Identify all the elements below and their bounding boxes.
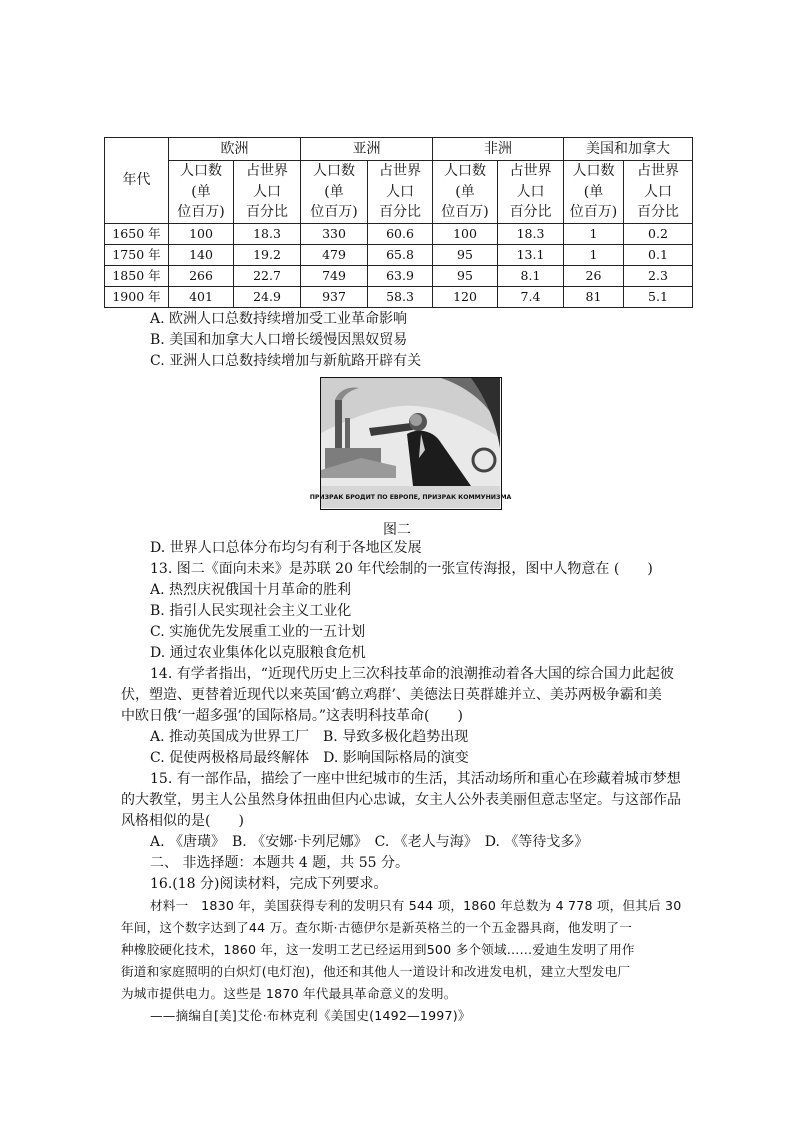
table-cell: 13.1: [498, 244, 564, 265]
sub-header-percent: 占世界 人口 百分比: [624, 161, 693, 224]
poster-slogan: ПРИЗРАК БРОДИТ ПО ЕВРОПЕ, ПРИЗРАК КОММУНИЗМА: [309, 494, 512, 501]
q15-line-1: 15. 有一部作品，描绘了一座中世纪城市的生活，其活动场所和重心在珍藏着城市梦想: [150, 771, 681, 787]
q13-stem: 13. 图二《面向未来》是苏联 20 年代绘制的一张宣传海报，图中人物意在 ( ): [150, 561, 653, 577]
q13-option-c: C. 实施优先发展重工业的一五计划: [150, 624, 366, 640]
propaganda-poster-image: [309, 377, 512, 510]
sub-header-population: 人口数 (单 位百万): [433, 161, 498, 224]
q16-material-line-3: 种橡胶硬化技术，1860 年，这一发明工艺已经运用到500 多个领域……爱迪生发明了用作: [121, 942, 635, 957]
q13-option-a: A. 热烈庆祝俄国十月革命的胜利: [150, 582, 352, 598]
table-cell: 18.3: [234, 223, 301, 244]
sub-header-percent: 占世界 人口 百分比: [498, 161, 564, 224]
table-cell: 749: [301, 265, 368, 286]
table-cell: 22.7: [234, 265, 301, 286]
table-cell: 120: [433, 286, 498, 307]
table-cell: 937: [301, 286, 368, 307]
figure-caption: 图二: [383, 522, 411, 538]
table-cell: 2.3: [624, 265, 693, 286]
sub-header-percent: 占世界 人口 百分比: [234, 161, 301, 224]
group-header-europe: 欧洲: [169, 138, 301, 161]
table-cell: 60.6: [368, 223, 433, 244]
q13-option-b: B. 指引人民实现社会主义工业化: [150, 603, 352, 619]
table-cell: 7.4: [498, 286, 564, 307]
q16-material-line-2: 年间，这个数字达到了44 万。查尔斯·古德伊尔是新英格兰的一个五金器具商，他发明了一: [121, 920, 632, 935]
table-cell: 95: [433, 265, 498, 286]
q14-options-cd: C. 促使两极格局最终解体 D. 影响国际格局的演变: [150, 750, 469, 766]
q15-line-3: 风格相似的是( ): [121, 813, 244, 829]
q12-option-b: B. 美国和加拿大人口增长缓慢因黑奴贸易: [150, 332, 408, 348]
table-cell: 65.8: [368, 244, 433, 265]
table-cell: 5.1: [624, 286, 693, 307]
sub-header-percent: 占世界 人口 百分比: [368, 161, 433, 224]
table-row: [105, 265, 693, 286]
table-header-row: [105, 138, 693, 161]
q16-material-source: ——摘编自[美]艾伦·布林克利《美国史(1492—1997)》: [150, 1008, 471, 1023]
q15-options: A. 《唐璜》 B. 《安娜·卡列尼娜》 C. 《老人与海》 D. 《等待戈多》: [150, 834, 589, 850]
row-header-era: 年代: [105, 138, 169, 224]
sub-header-population: 人口数 (单 位百万): [169, 161, 234, 224]
table-row: [105, 286, 693, 307]
q16-material-line-4: 街道和家庭照明的白炽灯(电灯泡)，他还和其他人一道设计和改进发电机，建立大型发电厂: [121, 964, 631, 979]
q15-line-2: 的大教堂，男主人公虽然身体扭曲但内心忠诚，女主人公外表美丽但意志坚定。与这部作品: [121, 792, 681, 808]
section-2-heading: 二、 非选择题：本题共 4 题，共 55 分。: [150, 855, 409, 871]
table-cell: 0.1: [624, 244, 693, 265]
q14-line-3: 中欧日俄‘一超多强’的国际格局。”这表明科技革命( ): [121, 708, 463, 724]
group-header-africa: 非洲: [433, 138, 564, 161]
group-header-us-canada: 美国和加拿大: [564, 138, 693, 161]
q16-stem: 16.(18 分)阅读材料，完成下列要求。: [150, 876, 388, 892]
year-cell: 1900 年: [105, 286, 169, 307]
table-cell: 401: [169, 286, 234, 307]
q12-option-a: A. 欧洲人口总数持续增加受工业革命影响: [150, 311, 408, 327]
table-cell: 18.3: [498, 223, 564, 244]
table-cell: 81: [564, 286, 624, 307]
year-cell: 1850 年: [105, 265, 169, 286]
table-row: [105, 244, 693, 265]
table-cell: 140: [169, 244, 234, 265]
table-cell: 19.2: [234, 244, 301, 265]
table-cell: 63.9: [368, 265, 433, 286]
table-cell: 95: [433, 244, 498, 265]
q14-options-ab: A. 推动英国成为世界工厂 B. 导致多极化趋势出现: [150, 729, 469, 745]
q12-option-c: C. 亚洲人口总数持续增加与新航路开辟有关: [150, 353, 422, 369]
sub-header-population: 人口数 (单 位百万): [564, 161, 624, 224]
sub-header-population: 人口数 (单 位百万): [301, 161, 368, 224]
table-cell: 100: [433, 223, 498, 244]
q14-line-1: 14. 有学者指出，“近现代历史上三次科技革命的浪潮推动着各大国的综合国力此起彼: [150, 666, 674, 682]
table-cell: 58.3: [368, 286, 433, 307]
table-cell: 1: [564, 223, 624, 244]
table-cell: 100: [169, 223, 234, 244]
year-cell: 1650 年: [105, 223, 169, 244]
table-cell: 26: [564, 265, 624, 286]
table-cell: 266: [169, 265, 234, 286]
poster-illustration: [309, 378, 512, 508]
q16-material-line-5: 为城市提供电力。这些是 1870 年代最具革命意义的发明。: [121, 986, 457, 1001]
year-cell: 1750 年: [105, 244, 169, 265]
q13-option-d: D. 通过农业集体化以克服粮食危机: [150, 645, 366, 661]
table-subheader-row: [105, 161, 693, 224]
table-cell: 1: [564, 244, 624, 265]
table-row: [105, 223, 693, 244]
group-header-asia: 亚洲: [301, 138, 433, 161]
table-cell: 330: [301, 223, 368, 244]
q14-line-2: 伏，塑造、更替着近现代以来英国‘鹤立鸡群’、美德法日英群雄并立、美苏两极争霸和美: [121, 687, 662, 703]
q16-material-line-1: 材料一 1830 年，美国获得专利的发明只有 544 项，1860 年总数为 4 778 项，但其后 30: [150, 898, 682, 913]
q12-option-d: D. 世界人口总体分布均匀有利于各地区发展: [150, 540, 422, 556]
population-table: [104, 137, 693, 308]
table-cell: 24.9: [234, 286, 301, 307]
table-cell: 479: [301, 244, 368, 265]
table-cell: 0.2: [624, 223, 693, 244]
table-cell: 8.1: [498, 265, 564, 286]
